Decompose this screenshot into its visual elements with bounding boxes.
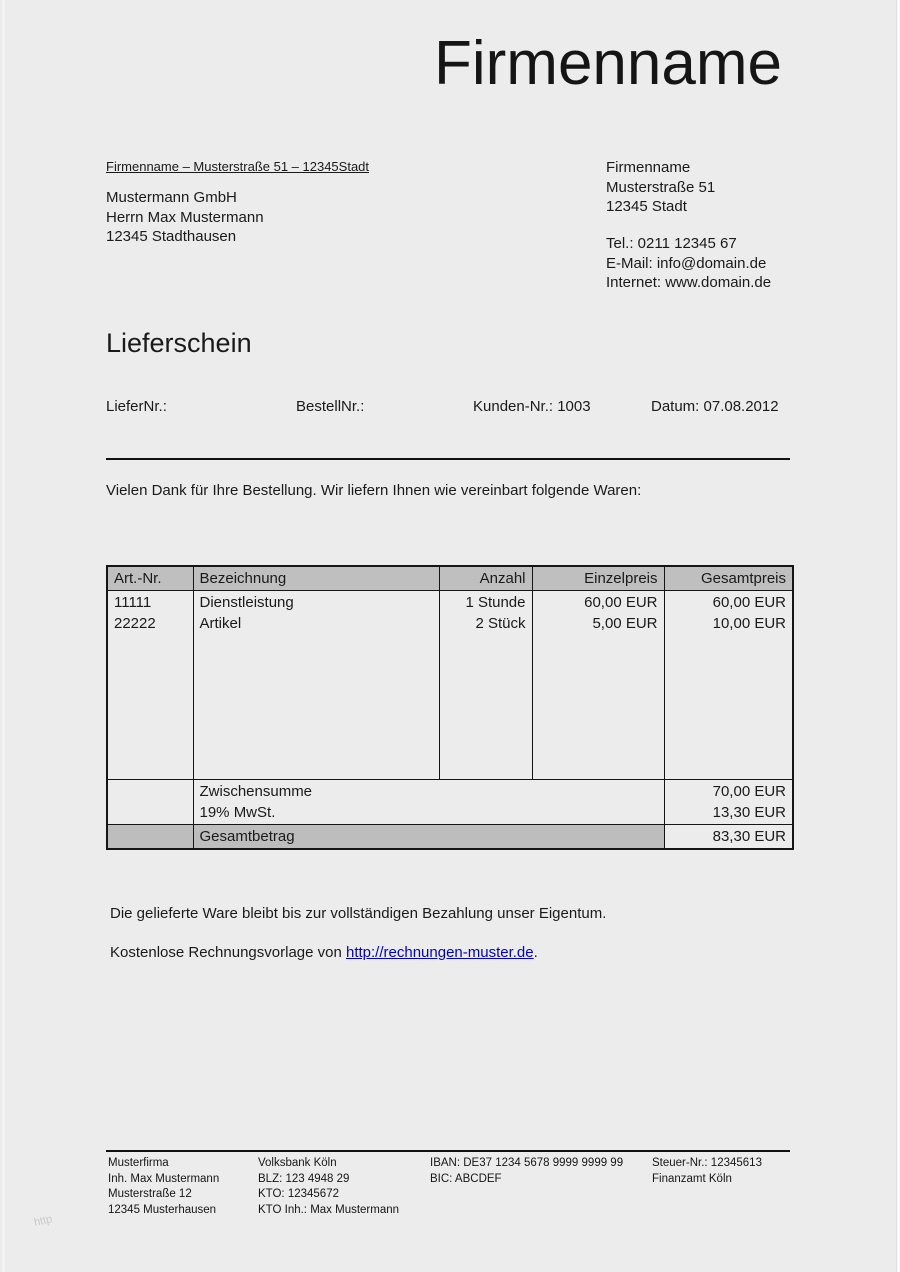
company-website: Internet: www.domain.de <box>606 274 772 291</box>
footer-divider-rule <box>106 1150 790 1152</box>
vat-label: 19% MwSt. <box>199 804 276 821</box>
sender-return-address: Firmenname – Musterstraße 51 – 12345Stadt <box>106 159 370 174</box>
recipient-address-block <box>106 188 264 247</box>
items-table <box>106 565 794 850</box>
footer-line: KTO Inh.: Max Mustermann <box>258 1203 400 1216</box>
column-header-gesamtpreis: Gesamtpreis <box>664 566 793 591</box>
item-total-price: 60,00 EUR <box>712 594 786 611</box>
company-email: E-Mail: info@domain.de <box>606 254 767 272</box>
company-phone: Tel.: 0211 12345 67 <box>606 235 737 252</box>
page-edge-right <box>896 0 900 1272</box>
faint-http-watermark: http <box>32 1213 54 1229</box>
footer-line: Inh. Max Mustermann <box>108 1172 220 1185</box>
summary-labels-cell <box>193 780 664 825</box>
cell-art-nr <box>107 591 193 780</box>
summary-spacer-cell <box>107 780 193 825</box>
column-header-art-nr: Art.-Nr. <box>107 566 193 591</box>
footer-line: Finanzamt Köln <box>652 1172 732 1185</box>
item-quantity: 2 Stück <box>475 615 526 632</box>
document-title: Lieferschein <box>106 328 252 358</box>
recipient-line: 12345 Stadthausen <box>106 228 237 245</box>
items-table-header-row <box>107 566 793 591</box>
item-description: Artikel <box>199 615 242 632</box>
cell-einzelpreis <box>532 591 664 780</box>
cell-gesamtpreis <box>664 591 793 780</box>
item-quantity: 1 Stunde <box>465 594 526 611</box>
footer-line: Musterfirma <box>108 1157 169 1169</box>
template-link[interactable]: http://rechnungen-muster.de <box>346 944 534 961</box>
grand-total-value: 83,30 EUR <box>664 825 793 850</box>
recipient-line: Herrn Max Mustermann <box>106 208 264 226</box>
customer-number: Kunden-Nr.: 1003 <box>473 398 591 415</box>
company-address-block <box>606 158 715 217</box>
footer-line: Steuer-Nr.: 12345613 <box>652 1157 762 1169</box>
total-spacer-cell <box>107 825 193 850</box>
letterhead-company-name: Firmenname <box>434 29 782 98</box>
item-total-price: 10,00 EUR <box>712 615 786 632</box>
subtotal-label: Zwischensumme <box>199 783 313 800</box>
template-credit-prefix: Kostenlose Rechnungsvorlage von <box>110 944 346 961</box>
grand-total-row <box>107 825 793 850</box>
item-unit-price: 5,00 EUR <box>592 615 658 632</box>
summary-row <box>107 780 793 825</box>
template-credit-suffix: . <box>533 944 538 961</box>
header-divider-rule <box>106 458 790 460</box>
item-art-nr: 11111 <box>114 594 152 611</box>
template-credit-line <box>110 944 538 961</box>
footer-line: IBAN: DE37 1234 5678 9999 9999 99 <box>430 1157 624 1169</box>
subtotal-value: 70,00 EUR <box>712 783 786 800</box>
footer-company-column <box>108 1156 219 1218</box>
intro-text: Vielen Dank für Ihre Bestellung. Wir liefern Ihnen wie vereinbart folgende Waren: <box>106 482 642 499</box>
document-date: Datum: 07.08.2012 <box>651 398 779 415</box>
footer-line: Musterstraße 12 <box>108 1188 192 1200</box>
recipient-line: Mustermann GmbH <box>106 189 237 206</box>
column-header-anzahl: Anzahl <box>439 566 532 591</box>
delivery-number-label: LieferNr.: <box>106 398 167 415</box>
column-header-bezeichnung: Bezeichnung <box>193 566 439 591</box>
footer-iban-column <box>430 1156 623 1187</box>
company-address-line: Musterstraße 51 <box>606 178 716 196</box>
company-address-line: Firmenname <box>606 159 691 176</box>
footer-line: Volksbank Köln <box>258 1157 337 1169</box>
footer-line: KTO: 12345672 <box>258 1188 339 1200</box>
footer-bank-column <box>258 1156 399 1218</box>
vat-value: 13,30 EUR <box>712 804 786 821</box>
page-edge-left <box>2 0 5 1272</box>
company-address-line: 12345 Stadt <box>606 198 687 215</box>
company-contact-block <box>606 234 771 293</box>
summary-values-cell <box>664 780 793 825</box>
item-unit-price: 60,00 EUR <box>584 594 658 611</box>
grand-total-label: Gesamtbetrag <box>193 825 664 850</box>
cell-anzahl <box>439 591 532 780</box>
item-art-nr: 22222 <box>114 615 156 632</box>
footer-tax-column <box>652 1156 762 1187</box>
order-number-label: BestellNr.: <box>296 398 365 415</box>
footer-line: BLZ: 123 4948 29 <box>258 1172 350 1185</box>
cell-bezeichnung <box>193 591 439 780</box>
footer-line: BIC: ABCDEF <box>430 1172 502 1185</box>
items-body-row <box>107 591 793 780</box>
ownership-clause: Die gelieferte Ware bleibt bis zur vollständigen Bezahlung unser Eigentum. <box>110 905 607 922</box>
item-description: Dienstleistung <box>199 594 294 611</box>
column-header-einzelpreis: Einzelpreis <box>532 566 664 591</box>
footer-line: 12345 Musterhausen <box>108 1203 217 1216</box>
